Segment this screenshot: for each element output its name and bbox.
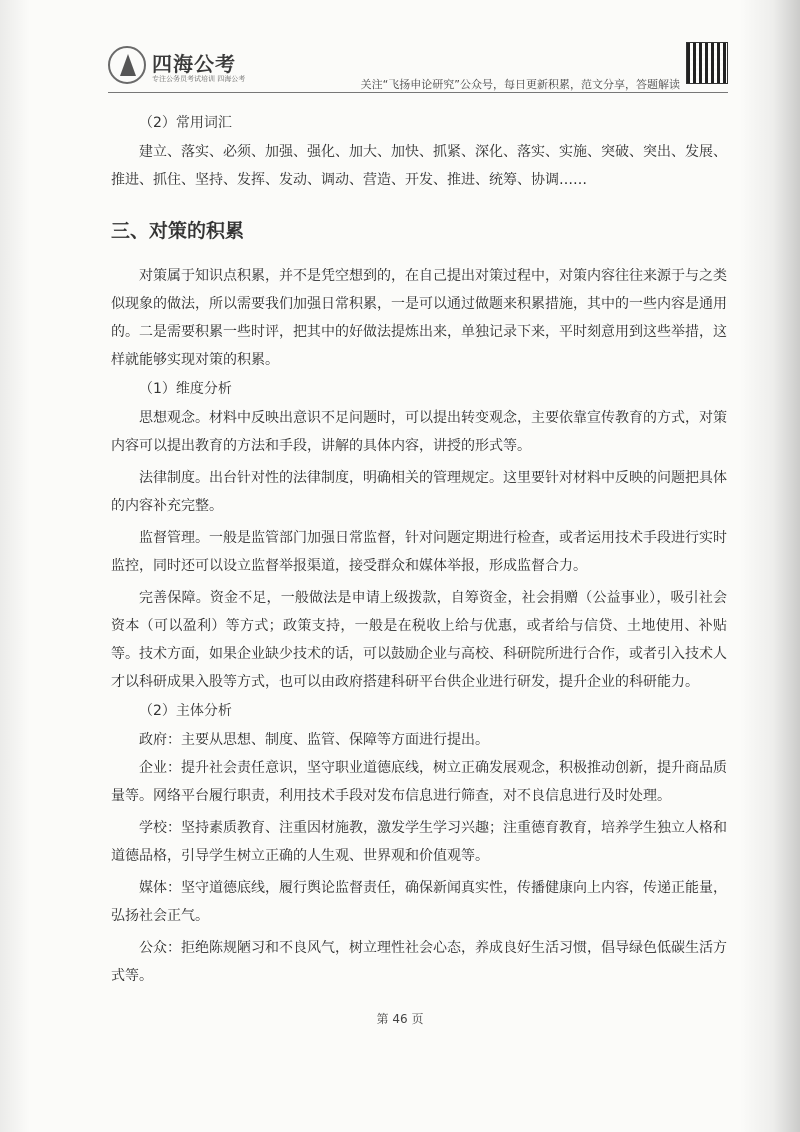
dimension-text: 。资金不足，一般做法是申请上级拨款，自筹资金，社会捐赠（公益事业），吸引社会资本（可以盈利）等方式；政策支持，一般是在税收上给与优惠，或者给与信贷、土地使用、补贴等。技术方面，如果企业缺少技术的话，可以鼓励企业与高校、科研院所进行合作，或者引入技术人才以科研成果入股等方式，也可以由政府搭建科研平台供企业进行研发，提升企业的科研能力。	[111, 590, 728, 690]
dimension-text: 。材料中反映出意识不足问题时，可以提出转变观念，主要依靠宣传教育的方式，对策内容可以提出教育的方法和手段，讲解的具体内容，讲授的形式等。	[111, 410, 727, 454]
section-title: 三、对策的积累	[111, 220, 245, 242]
subject-term: 企业	[139, 760, 167, 776]
page-number: 第 46 页	[376, 1012, 424, 1026]
brand-logo	[108, 42, 248, 90]
subject-text: ：坚守道德底线，履行舆论监督责任，确保新闻真实性，传播健康向上内容，传递正能量，弘扬社会正气。	[111, 880, 727, 924]
dimension-item	[111, 464, 727, 520]
header-note: 关注“飞扬申论研究”公众号，每日更新积累，范文分享，答题解读	[360, 78, 680, 91]
sail-logo-icon	[108, 46, 146, 84]
dimension-item	[111, 524, 727, 580]
dimension-term: 法律制度	[139, 470, 195, 486]
dimension-term: 思想观念	[139, 410, 195, 426]
subject-item	[111, 934, 727, 990]
vocab-heading: （2）常用词汇	[139, 115, 232, 131]
subject-term: 公众	[139, 940, 167, 956]
subject-term: 媒体	[139, 880, 167, 896]
subject-term: 学校	[139, 820, 167, 836]
page-header	[108, 40, 728, 96]
subject-text: ：主要从思想、制度、监管、保障等方面进行提出。	[167, 732, 489, 748]
qr-code-icon	[686, 42, 728, 84]
dimension-heading: （1）维度分析	[139, 381, 232, 397]
subject-term: 政府	[139, 732, 167, 748]
brand-tagline: 专注公务员考试培训 四海公考	[152, 75, 246, 83]
dimension-text: 。出台针对性的法律制度，明确相关的管理规定。这里要针对材料中反映的问题把具体的内容补充完整。	[111, 470, 727, 514]
subject-item	[111, 874, 727, 930]
subject-heading: （2）主体分析	[139, 703, 232, 719]
page-body	[111, 108, 727, 990]
dimension-term: 监督管理	[139, 530, 195, 546]
scan-shadow-left	[0, 0, 30, 1132]
subject-text: ：提升社会责任意识，坚守职业道德底线，树立正确发展观念，积极推动创新，提升商品质量等。网络平台履行职责，利用技术手段对发布信息进行筛查，对不良信息进行及时处理。	[111, 760, 727, 804]
subject-item	[111, 754, 727, 810]
dimension-text: 。一般是监管部门加强日常监督，针对问题定期进行检查，或者运用技术手段进行实时监控，同时还可以设立监督举报渠道，接受群众和媒体举报，形成监督合力。	[111, 530, 727, 574]
brand-name: 四海公考	[152, 52, 236, 76]
dimension-term: 完善保障	[139, 590, 196, 606]
section-intro: 对策属于知识点积累，并不是凭空想到的，在自己提出对策过程中，对策内容往往来源于与之类似现象的做法，所以需要我们加强日常积累，一是可以通过做题来积累措施，其中的一些内容是通用的。二是需要积累一些时评，把其中的好做法提炼出来，单独记录下来，平时刻意用到这些举措，这样就能够实现对策的积累。	[111, 268, 727, 368]
subject-text: ：拒绝陈规陋习和不良风气，树立理性社会心态，养成良好生活习惯，倡导绿色低碳生活方式等。	[111, 940, 727, 984]
vocab-text: 建立、落实、必须、加强、强化、加大、加快、抓紧、深化、落实、实施、突破、突出、发展、推进、抓住、坚持、发挥、发动、调动、营造、开发、推进、统筹、协调……	[111, 144, 727, 188]
subject-item	[111, 814, 727, 870]
subject-item	[111, 726, 727, 754]
dimension-item	[111, 404, 727, 460]
scan-shadow-right	[740, 0, 800, 1132]
dimension-item	[111, 584, 727, 696]
header-divider	[108, 92, 728, 93]
subject-text: ：坚持素质教育、注重因材施教，激发学生学习兴趣；注重德育教育，培养学生独立人格和道德品格，引导学生树立正确的人生观、世界观和价值观等。	[111, 820, 727, 864]
